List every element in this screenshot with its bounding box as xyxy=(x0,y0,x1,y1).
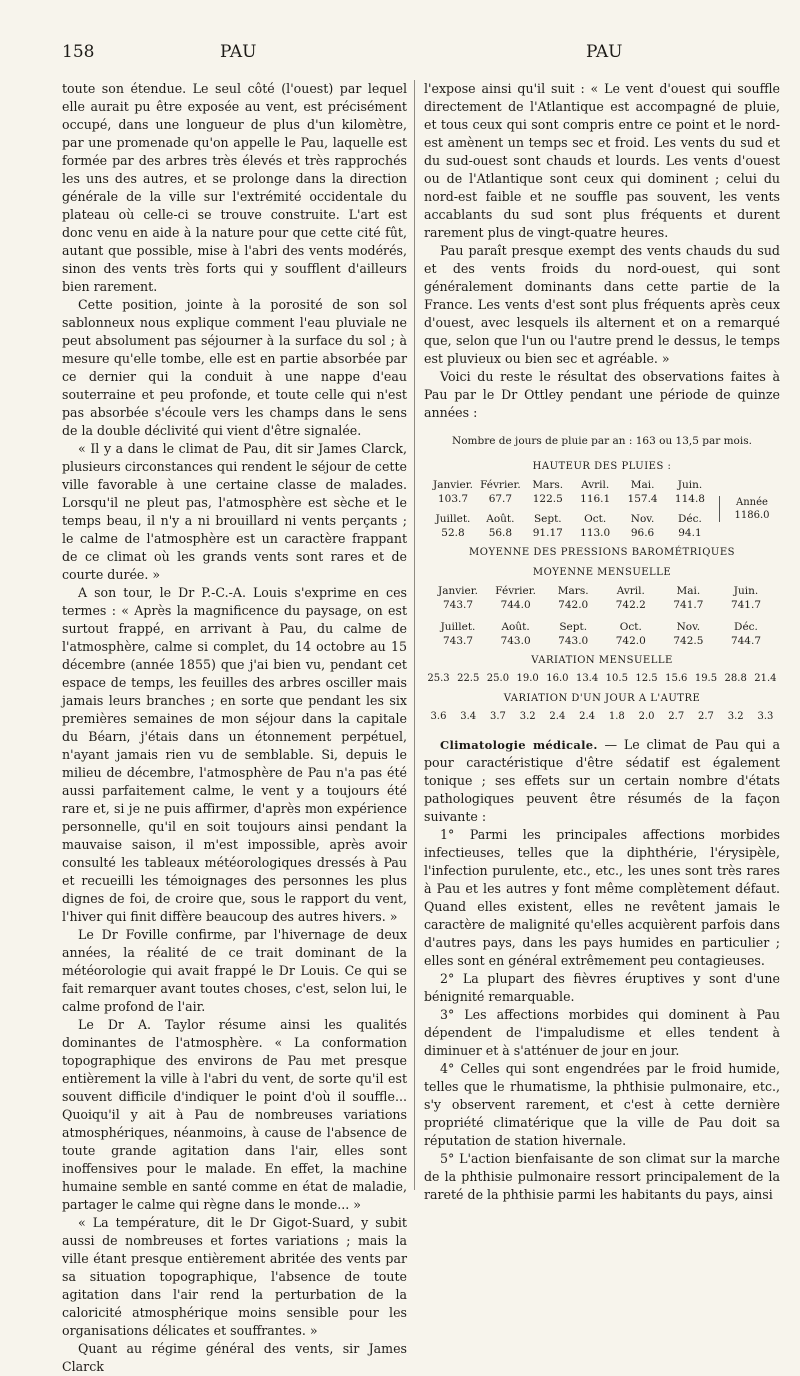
month-label: Avril. xyxy=(581,479,610,491)
table-value: 52.8 xyxy=(441,527,465,539)
month-label: Mars. xyxy=(532,479,564,491)
annee-total xyxy=(719,496,780,522)
table-value: 3.4 xyxy=(460,711,477,722)
table-row xyxy=(424,672,780,686)
table-row xyxy=(424,584,780,598)
table-value: 742.0 xyxy=(558,599,589,611)
month-label: Août. xyxy=(486,513,515,525)
month-label: Août. xyxy=(501,621,530,633)
table-value: 744.0 xyxy=(500,599,531,611)
hauteur-table xyxy=(424,460,780,540)
table-value: 122.5 xyxy=(532,493,563,505)
month-label: Juillet. xyxy=(440,621,476,633)
running-head-right: PAU xyxy=(586,42,623,62)
month-label: Mai. xyxy=(630,479,655,491)
table-caption: HAUTEUR DES PLUIES : xyxy=(532,461,672,472)
table-row xyxy=(424,512,719,526)
table-value: 3.2 xyxy=(727,711,744,722)
table-value: 743.7 xyxy=(442,635,474,647)
table-row xyxy=(424,620,780,634)
annee-value: 1186.0 xyxy=(734,510,770,521)
paragraph: Le Dr Foville confirme, par l'hivernage de deux années, la réalité de ce trait dominant de la météorologie qui avait frappé le Dr Louis. Ce qui se fait remarquer avant toutes choses, c'est, selon lui, le calme profond de l'air. xyxy=(62,927,407,1014)
table-subcaption: MOYENNE MENSUELLE xyxy=(532,567,672,578)
paragraph: « La température, dit le Dr Gigot-Suard, y subit aussi de nombreuses et fortes variations ; mais la ville étant presque entièrement abritée des vents par sa situation topographique, l'absence de toute agitation dans l'air rend la perturbation de la caloricité atmosphérique moins sensible pour les organisations délicates et souffrantes. » xyxy=(62,1215,407,1338)
variation-mensuelle-table xyxy=(424,654,780,686)
table-value: 19.5 xyxy=(694,673,718,684)
paragraph: A son tour, le Dr P.-C.-A. Louis s'exprime en ces termes : « Après la magnificence du paysage, on est surtout frappé, en arrivant à Pau, du calme de l'atmosphère, calme si complet, du 14 octobre au 15 décembre (année 1855) que j'ai bien vu, pendant cet espace de temps, les feuilles des arbres osciller mais jamais leurs branches ; en sorte que pendant les six premières semaines de mon séjour dans la capitale du Béarn, j'étais dans un étonnement perpétuel, n'ayant jamais rien vu de semblable. Si, depuis le milieu de décembre, l'atmosphère de Pau n'a pas été aussi parfaitement calme, le vent y a toujours été rare et, si je ne puis affirmer, d'après mon expérience personnelle, qu'il en soit toujours ainsi pendant la mauvaise saison, il m'est impossible, après avoir consulté les tableaux météorologiques dressés à Pau et recueilli les témoignages des personnes les plus dignes de foi, de croire que, sous le rapport du vent, l'hiver qui finit diffère beaucoup des autres hivers. » xyxy=(62,585,407,924)
table-value: 12.5 xyxy=(635,673,658,684)
table-value: 56.8 xyxy=(488,527,513,539)
table-row xyxy=(424,478,719,492)
table-value: 741.7 xyxy=(730,599,761,611)
table-value: 21.4 xyxy=(754,673,777,684)
paragraph: Le Dr A. Taylor résume ainsi les qualités dominantes de l'atmosphère. « La conformation topographique des environs de Pau met presque entièrement la ville à l'abri du vent, de sorte qu'il est souvent difficile d'indiquer le point d'où il souffle... Quoiqu'il y ait à Pau de nombreuses variations atmosphériques, néanmoins, à cause de l'absence de toute grande agitation dans l'air, elles sont inoffensives pour le malade. En effet, la machine humaine semble en santé comme en état de maladie, partager le calme qui règne dans le monde... » xyxy=(62,1017,407,1212)
table-value: 3.3 xyxy=(757,711,774,722)
table-value: 96.6 xyxy=(630,527,655,539)
table-caption: VARIATION D'UN JOUR A L'AUTRE xyxy=(503,693,701,704)
month-label: Mars. xyxy=(557,585,589,597)
month-label: Juillet. xyxy=(435,513,471,525)
table-row xyxy=(424,710,780,724)
month-label: Oct. xyxy=(584,513,607,525)
pressions-table xyxy=(424,546,780,648)
list-item: 5° L'action bienfaisante de son climat sur la marche de la phthisie pulmonaire ressort principalement de la rareté de la phthisie parmi les habitants du pays, ainsi xyxy=(424,1151,780,1202)
month-label: Déc. xyxy=(734,621,758,633)
paragraph: Cette position, jointe à la porosité de son sol sablonneux nous explique comment l'eau pluviale ne peut absolument pas séjourner à la surface du sol ; à mesure qu'elle tombe, elle est en partie absorbée par ce dernier qui la conduit à une nappe d'eau souterraine et peu profonde, et toute celle qui n'est pas absorbée s'écoule vers les champs dans le sens de la double déclivité qui vient d'être signalée. xyxy=(62,297,407,438)
table-value: 2.7 xyxy=(668,711,685,722)
table-value: 741.7 xyxy=(673,599,704,611)
table-value: 2.7 xyxy=(698,711,714,722)
paragraph: Pau paraît presque exempt des vents chauds du sud et des vents froids du nord-ouest, qui sont généralement dominants dans cette partie de la France. Les vents d'est sont plus fréquents après ceux d'ouest, avec lesquels ils alternent et on a remarqué que, selon que l'un ou l'autre prend le dessus, le temps est pluvieux ou bien sec et agréable. » xyxy=(424,243,780,366)
table-value: 3.7 xyxy=(489,711,506,722)
paragraph: l'expose ainsi qu'il suit : « Le vent d'ouest qui souffle directement de l'Atlantique est accompagné de pluie, et tous ceux qui sont compris entre ce point et le nord-est amènent un temps sec et froid. Les vents du sud et du sud-ouest sont chauds et lourds. Les vents d'ouest ou de l'Atlantique sont ceux qui dominent ; celui du nord-est faible et ne souffle pas souvent, les vents accablants du sud sont plus fréquents et durent rarement plus de vingt-quatre heures. xyxy=(424,81,780,240)
table-value: 19.0 xyxy=(516,673,539,684)
month-label: Nov. xyxy=(630,513,655,525)
month-label: Juin. xyxy=(733,585,759,597)
table-value: 103.7 xyxy=(437,493,469,505)
month-label: Nov. xyxy=(676,621,701,633)
page-number: 158 xyxy=(62,42,95,62)
paragraph: « Il y a dans le climat de Pau, dit sir James Clarck, plusieurs circonstances qui rendent le séjour de cette ville favorable à une certaine classe de malades. Lorsqu'il ne pleut pas, l'atmosphère est sèche et le temps beau, il n'y a ni brouillard ni vents perçants ; le calme de l'atmosphère est un caractère frappant de ce climat où les grands vents sont rares et de courte durée. » xyxy=(62,441,407,582)
table-value: 742.5 xyxy=(673,635,704,647)
table-value: 3.6 xyxy=(430,711,447,722)
annee-label: Année xyxy=(736,497,768,508)
climatologie-paragraph xyxy=(424,736,780,826)
table-value: 22.5 xyxy=(457,673,480,684)
right-column xyxy=(424,80,780,1204)
table-caption: MOYENNE DES PRESSIONS BAROMÉTRIQUES xyxy=(469,547,735,558)
table-value: 13.4 xyxy=(575,673,599,684)
section-intro: — Le climat de Pau qui a pour caractéristique d'être sédatif est également tonique ; ses effets sur un certain nombre d'états pathologiques peuvent être résumés de la façon suivante : xyxy=(424,737,780,824)
table-value: 28.8 xyxy=(724,673,747,684)
table-row xyxy=(424,526,719,540)
table-row xyxy=(424,598,780,612)
table-value: 743.7 xyxy=(442,599,474,611)
month-label: Oct. xyxy=(619,621,642,633)
table-value: 67.7 xyxy=(488,493,513,505)
list-item: 1° Parmi les principales affections morbides infectieuses, telles que la diphthérie, l'érysipèle, l'infection purulente, etc., etc., les unes sont très rares à Pau et les autres y font même complètement défaut. Quand elles existent, elles ne revêtent jamais le caractère de malignité qu'elles acquièrent parfois dans d'autres pays, dans les pays humides en particulier ; elles sont en général extrêmement peu contagieuses. xyxy=(424,827,780,968)
table-value: 25.0 xyxy=(486,673,510,684)
paragraph: Quant au régime général des vents, sir James Clarck xyxy=(62,1341,407,1374)
running-head-left: PAU xyxy=(220,42,257,62)
paragraph: toute son étendue. Le seul côté (l'ouest) par lequel elle aurait pu être exposée au vent, est précisément occupé, dans une longueur de plus d'un kilomètre, par une promenade qu'on appelle le Pau, laquelle est formée par des arbres très élevés et très rapprochés les uns des autres, et se prolonge dans la direction générale de la ville sur l'extrémité occidentale du plateau où celle-ci se trouve construite. L'art est donc venu en aide à la nature pour que cette cité fût, autant que possible, mise à l'abri des vents modérés, sinon des vents très forts qui y soufflent d'ailleurs bien rarement. xyxy=(62,81,407,294)
table-value: 116.1 xyxy=(580,493,611,505)
table-value: 10.5 xyxy=(605,673,628,684)
table-caption: VARIATION MENSUELLE xyxy=(531,655,673,666)
table-value: 113.0 xyxy=(580,527,611,539)
month-label: Déc. xyxy=(678,513,702,525)
table-value: 91.17 xyxy=(532,527,563,539)
month-label: Juin. xyxy=(677,479,703,491)
table-value: 743.0 xyxy=(500,635,531,647)
table-value: 1.8 xyxy=(608,711,625,722)
table-row xyxy=(424,634,780,648)
section-title: Climatologie médicale. xyxy=(440,738,598,752)
variation-jour-table xyxy=(424,692,780,724)
table-value: 742.0 xyxy=(615,635,646,647)
month-label: Janvier. xyxy=(433,479,473,491)
table-value: 743.0 xyxy=(558,635,589,647)
table-value: 94.1 xyxy=(678,527,702,539)
table-value: 3.2 xyxy=(519,711,536,722)
month-label: Mai. xyxy=(676,585,701,597)
table-value: 2.0 xyxy=(638,711,655,722)
table-value: 114.8 xyxy=(674,493,705,505)
left-column xyxy=(62,80,407,1376)
month-label: Février. xyxy=(495,585,536,597)
table-value: 744.7 xyxy=(730,635,761,647)
table-row xyxy=(424,492,719,506)
month-label: Sept. xyxy=(533,513,562,525)
month-label: Janvier. xyxy=(438,585,478,597)
table-value: 15.6 xyxy=(665,673,688,684)
list-item: 4° Celles qui sont engendrées par le froid humide, telles que le rhumatisme, la phthisie pulmonaire, etc., s'y observent rarement, et c'est à cette dernière propriété climatérique que la ville de Pau doit sa réputation de station hivernale. xyxy=(424,1061,780,1148)
column-divider xyxy=(414,80,415,1190)
list-item: 2° La plupart des fièvres éruptives y sont d'une bénignité remarquable. xyxy=(424,971,780,1004)
table-value: 16.0 xyxy=(546,673,569,684)
list-item: 3° Les affections morbides qui dominent à Pau dépendent de l'impaludisme et elles tendent à diminuer et à s'atténuer de jour en jour. xyxy=(424,1007,780,1058)
table-value: 742.2 xyxy=(615,599,646,611)
paragraph: Voici du reste le résultat des observations faites à Pau par le Dr Ottley pendant une période de quinze années : xyxy=(424,369,780,420)
table-value: 2.4 xyxy=(579,711,596,722)
month-label: Avril. xyxy=(616,585,645,597)
month-label: Février. xyxy=(480,479,521,491)
rain-days-line: Nombre de jours de pluie par an : 163 ou 13,5 par mois. xyxy=(452,435,752,447)
month-label: Sept. xyxy=(559,621,588,633)
table-value: 157.4 xyxy=(627,493,658,505)
table-value: 2.4 xyxy=(549,711,566,722)
table-value: 25.3 xyxy=(427,673,450,684)
